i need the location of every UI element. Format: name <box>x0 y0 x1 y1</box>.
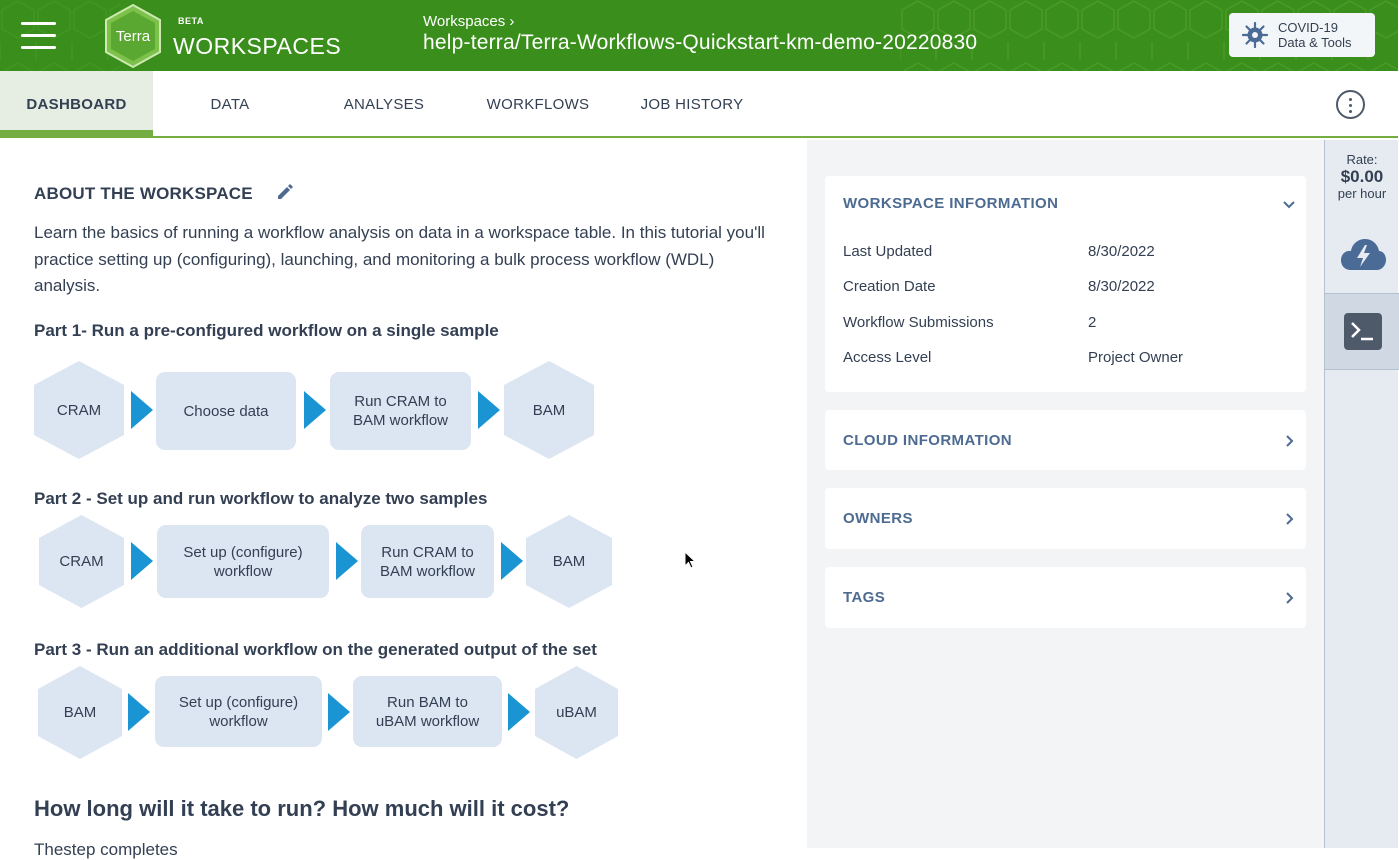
part1-heading: Part 1- Run a pre-configured workflow on a single sample <box>34 321 499 340</box>
flow2-run-cram-node: Run CRAM to BAM workflow <box>361 525 494 598</box>
tab-workflows[interactable]: WORKFLOWS <box>486 96 590 113</box>
flow1-bam-node: BAM <box>504 361 594 459</box>
owners-toggle[interactable]: OWNERS <box>843 510 913 527</box>
flow3-bam-node: BAM <box>38 666 122 759</box>
flow-arrow-icon <box>478 391 500 429</box>
flow1-run-cram-node: Run CRAM to BAM workflow <box>330 372 471 450</box>
tab-dashboard[interactable]: DASHBOARD <box>0 71 153 136</box>
covid-data-tools-button[interactable] <box>1229 13 1375 57</box>
flow2-cram-node: CRAM <box>39 515 124 608</box>
flow3-run-bam-node: Run BAM to uBAM workflow <box>353 676 502 747</box>
svg-text:Terra: Terra <box>115 28 151 45</box>
mouse-pointer-icon <box>684 551 696 569</box>
flow-arrow-icon <box>328 693 350 731</box>
cloud-information-card[interactable] <box>825 410 1306 470</box>
flow-arrow-icon <box>336 542 358 580</box>
workspace-tab-bar <box>0 71 1398 138</box>
strip-divider <box>1325 369 1399 370</box>
flow-arrow-icon <box>304 391 326 429</box>
flow1-choose-data-node: Choose data <box>156 372 296 450</box>
breadcrumb-workspaces[interactable]: Workspaces › <box>423 13 515 30</box>
app-header <box>0 0 1398 71</box>
hamburger-menu-icon[interactable] <box>21 22 56 50</box>
tab-job-history[interactable]: JOB HISTORY <box>640 96 744 113</box>
about-section-title: ABOUT THE WORKSPACE <box>34 184 253 203</box>
owners-card[interactable] <box>825 488 1306 549</box>
flow2-bam-node: BAM <box>526 515 612 608</box>
chevron-down-icon[interactable] <box>1282 197 1296 211</box>
flow3-ubam-node: uBAM <box>535 666 618 759</box>
beta-badge: BETA <box>178 16 204 26</box>
dashboard-main <box>0 140 807 859</box>
edit-pencil-icon[interactable] <box>275 182 295 202</box>
workspace-description: Learn the basics of running a workflow analysis on data in a workspace table. In this tutorial you'll practice setting up (configuring), launching, and monitoring a bulk process workflow (WDL) analysis. <box>34 223 765 295</box>
more-options-icon[interactable] <box>1336 90 1365 119</box>
cloud-lightning-icon[interactable] <box>1340 237 1386 271</box>
info-label-access-level: Access Level <box>843 349 932 366</box>
flow-arrow-icon <box>131 391 153 429</box>
flow-arrow-icon <box>501 542 523 580</box>
workspace-information-card <box>825 176 1306 392</box>
tab-data[interactable]: DATA <box>210 96 250 113</box>
info-label-workflow-submissions: Workflow Submissions <box>843 314 994 331</box>
workspace-side-panel <box>807 140 1324 848</box>
cost-time-paragraph: Thestep completes <box>34 840 178 859</box>
terminal-icon <box>1344 313 1382 350</box>
flow-arrow-icon <box>508 693 530 731</box>
flow-arrow-icon <box>128 693 150 731</box>
flow-arrow-icon <box>131 542 153 580</box>
cloud-information-toggle[interactable]: CLOUD INFORMATION <box>843 432 1013 449</box>
info-value-last-updated: 8/30/2022 <box>1088 243 1155 260</box>
flow1-cram-node: CRAM <box>34 361 124 459</box>
part1-flow-diagram <box>0 361 807 461</box>
info-value-workflow-submissions: 2 <box>1088 314 1097 331</box>
tags-card[interactable] <box>825 567 1306 628</box>
info-label-creation-date: Creation Date <box>843 278 936 295</box>
flow2-setup-node: Set up (configure) workflow <box>157 525 329 598</box>
virus-icon <box>1241 21 1269 49</box>
cloud-environment-strip <box>1324 140 1398 848</box>
tags-toggle[interactable]: TAGS <box>843 589 886 606</box>
rate-label: Rate: <box>1346 152 1378 167</box>
chevron-right-icon[interactable] <box>1282 434 1296 448</box>
info-value-access-level: Project Owner <box>1088 349 1184 366</box>
flow3-setup-node: Set up (configure) workflow <box>155 676 322 747</box>
covid-label-line1: COVID-19 <box>1278 20 1338 35</box>
rate-unit: per hour <box>1337 186 1387 201</box>
rate-value: $0.00 <box>1340 167 1384 186</box>
terra-logo[interactable] <box>100 3 166 69</box>
info-label-last-updated: Last Updated <box>843 243 933 260</box>
chevron-right-icon[interactable] <box>1282 591 1296 605</box>
chevron-right-icon[interactable] <box>1282 512 1296 526</box>
part3-flow-diagram <box>0 666 807 761</box>
workspace-information-toggle[interactable]: WORKSPACE INFORMATION <box>843 195 1059 212</box>
app-brand-title[interactable]: WORKSPACES <box>173 33 342 59</box>
info-value-creation-date: 8/30/2022 <box>1088 278 1155 295</box>
part2-heading: Part 2 - Set up and run workflow to analyze two samples <box>34 489 488 508</box>
covid-label-line2: Data & Tools <box>1278 35 1352 50</box>
cost-time-heading: How long will it take to run? How much will it cost? <box>34 796 570 821</box>
workspace-title: help-terra/Terra-Workflows-Quickstart-km-demo-20220830 <box>423 31 978 54</box>
tab-analyses[interactable]: ANALYSES <box>343 96 425 113</box>
part3-heading: Part 3 - Run an additional workflow on the generated output of the set <box>34 640 597 659</box>
terminal-button[interactable] <box>1325 294 1399 370</box>
